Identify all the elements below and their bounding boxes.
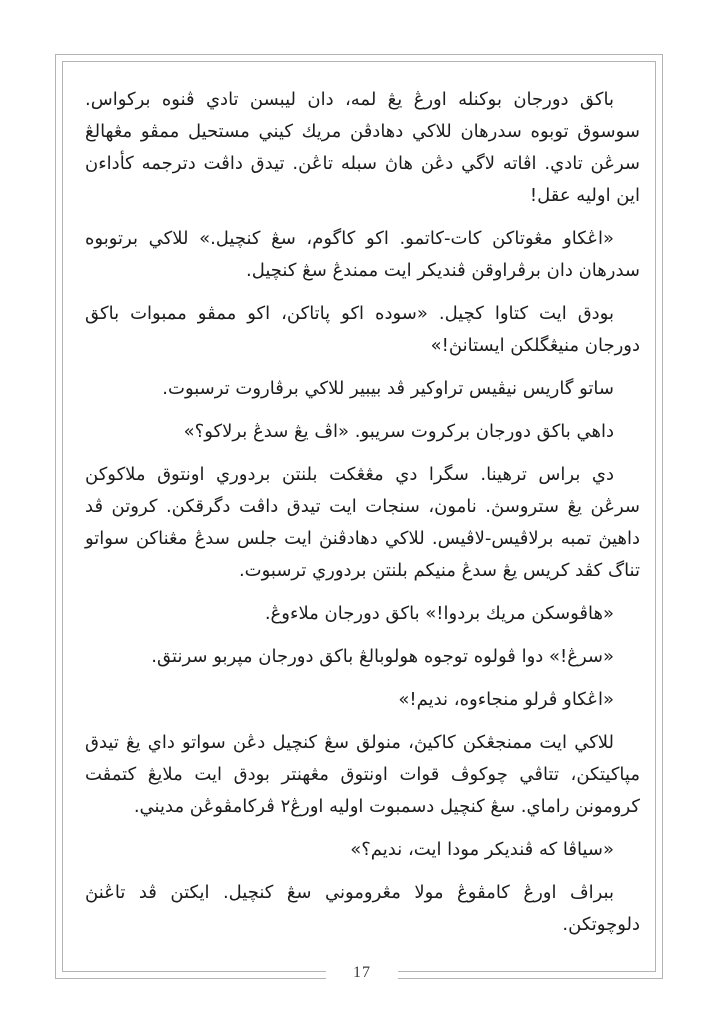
paragraph-10: للاكي ايت ممنجڠكن كاكيڽ، منولق سڠ كنچيل دڠن سواتو داي يڠ تيدق مڽاكيتكن، تتاڤي چوكوڤ قوات اونتوق مڠهنتر بودق ايت ملايڠ كتمڤت كرومونن راماي. سڠ كنچيل دسمبوت اوليه اورڠ٢ ڤركامڤوڠن مديني.: [85, 732, 640, 817]
page-number-box: [326, 958, 398, 988]
paragraph-4: ساتو گاريس نيڤيس تراوكير ڤد بيبير للاكي برڤاروت ترسبوت.: [162, 378, 614, 399]
paragraph-2: «اڠكاو مڠوتاكن كات-كاتمو. اكو كاگوم، سڠ كنچيل.» للاكي برتوبوه سدرهان دان برڤراوقن ڤنديكر ايت ممندڠ سڠ كنچيل.: [85, 228, 640, 281]
paragraph-5: داهي باكق دورجان بركروت سريبو. «اڤ يڠ سدڠ برلاكو؟»: [183, 421, 614, 442]
text-body: [85, 84, 640, 952]
paragraph-6: دي براس ترهينا. سگرا دي مڠڠكت بلنتن بردوري اونتوق ملاكوكن سرڠن يڠ ستروسڽ. نامون، سنجات ايت تيدق داڤت دگرقكن. كروتن ڤد داهيڽ تمبه برلاڤيس-لاڤيس. للاكي دهادڤنڽ ايت جلس سدڠ مڠناكن سواتو تناگ كڤد كريس يڠ سدڠ منيكم بلنتن بردوري ترسبوت.: [85, 464, 640, 581]
paragraph-9: «اڠكاو ڤرلو منجاءوه، نديم!»: [398, 689, 614, 710]
page-number: 17: [353, 964, 371, 981]
paragraph-11: «سياڤا كه ڤنديكر مودا ايت، نديم؟»: [350, 839, 614, 860]
paragraph-12: ببراڤ اورڠ كامڤوڠ مولا مڠروموني سڠ كنچيل. ايكتن ڤد تاڠنڽ دلوچوتكن.: [85, 882, 640, 935]
paragraph-8: «سرڠ!» دوا ڤولوه توجوه هولوبالڠ باكق دورجان مڽربو سرنتق.: [151, 646, 614, 667]
paragraph-1: باكق دورجان بوكنله اورڠ يڠ لمه، دان ليبسن تادي ڤنوه بركواس. سوسوق توبوه سدرهان للاكي دهادڤن مريك كيني مستحيل ممڤو مڠهالڠ سرڠن تادي. اڤاته لاگي دڠن هاڽ سبله تاڠن. تيدق داڤت دترجمه كأداءن اين اوليه عقل!: [85, 89, 640, 206]
paragraph-7: «هاڤوسكن مريك بردوا!» باكق دورجان ملاءوڠ.: [264, 603, 614, 624]
paragraph-3: بودق ايت كتاوا كچيل. «سوده اكو ڽاتاكن، اكو ممڤو ممبوات باكق دورجان منيڠگلكن ايستانڽ!»: [85, 303, 640, 356]
